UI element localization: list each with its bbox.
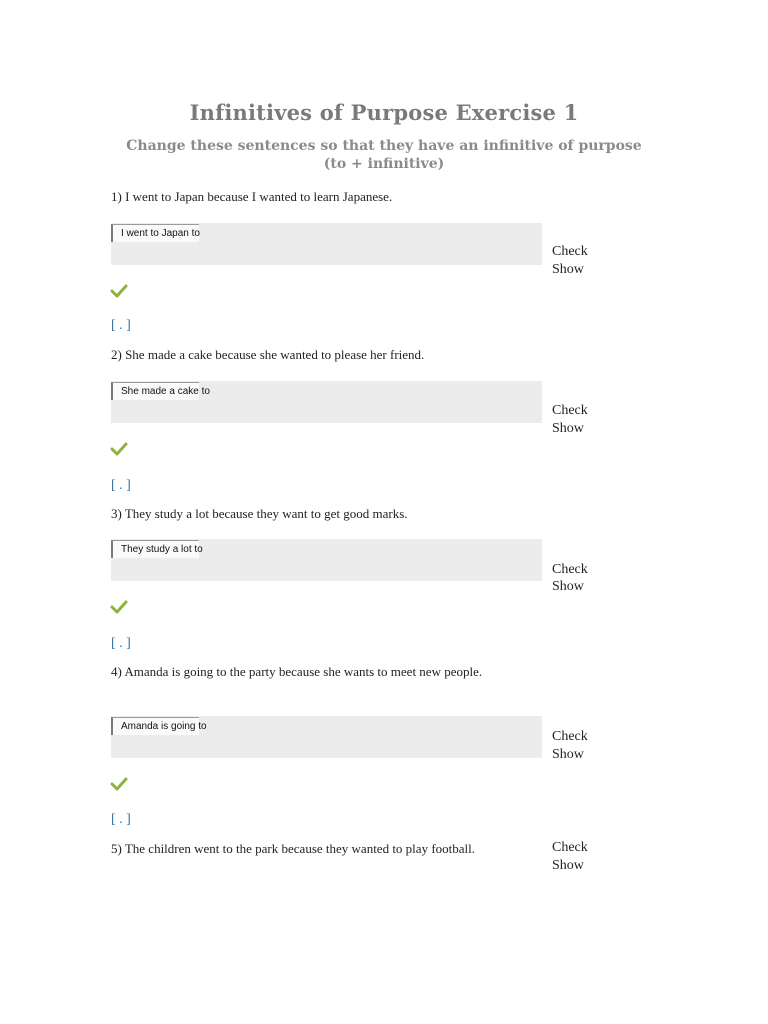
answer-box-4: [111, 716, 542, 758]
show-button-3[interactable]: Show: [552, 579, 584, 594]
question-3-text: 3) They study a lot because they want to get good marks.: [111, 506, 408, 521]
hint-link-1[interactable]: [ . ]: [111, 318, 131, 333]
hint-link-3[interactable]: [ . ]: [111, 636, 131, 651]
check-mark-icon: [111, 442, 127, 456]
question-1-text: 1) I went to Japan because I wanted to learn Japanese.: [111, 189, 393, 204]
hint-link-2[interactable]: [ . ]: [111, 478, 131, 493]
check-button-5[interactable]: Check: [552, 840, 588, 855]
question-4-text: 4) Amanda is going to the party because she wants to meet new people.: [111, 664, 483, 679]
hint-link-4[interactable]: [ . ]: [111, 812, 131, 827]
check-button-1[interactable]: Check: [552, 244, 588, 259]
check-button-2[interactable]: Check: [552, 403, 588, 418]
show-button-1[interactable]: Show: [552, 262, 584, 277]
answer-input-3[interactable]: They study a lot to: [111, 540, 199, 558]
check-button-3[interactable]: Check: [552, 562, 588, 577]
page-title: Infinitives of Purpose Exercise 1: [189, 100, 579, 125]
show-button-2[interactable]: Show: [552, 421, 584, 436]
page-subtitle: Change these sentences so that they have an infinitive of purpose (to + infinitive): [126, 138, 642, 172]
question-2-text: 2) She made a cake because she wanted to please her friend.: [111, 347, 425, 362]
answer-input-1[interactable]: I went to Japan to: [111, 224, 199, 242]
check-mark-icon: [111, 777, 127, 791]
show-button-5[interactable]: Show: [552, 858, 584, 873]
question-5-text: 5) The children went to the park because they wanted to play football.: [111, 841, 475, 856]
answer-box-2: [111, 381, 542, 423]
answer-box-1: [111, 223, 542, 265]
check-button-4[interactable]: Check: [552, 729, 588, 744]
answer-input-2[interactable]: She made a cake to: [111, 382, 199, 400]
show-button-4[interactable]: Show: [552, 747, 584, 762]
answer-input-4[interactable]: Amanda is going to: [111, 717, 199, 735]
check-mark-icon: [111, 600, 127, 614]
answer-box-3: [111, 539, 542, 581]
check-mark-icon: [111, 284, 127, 298]
